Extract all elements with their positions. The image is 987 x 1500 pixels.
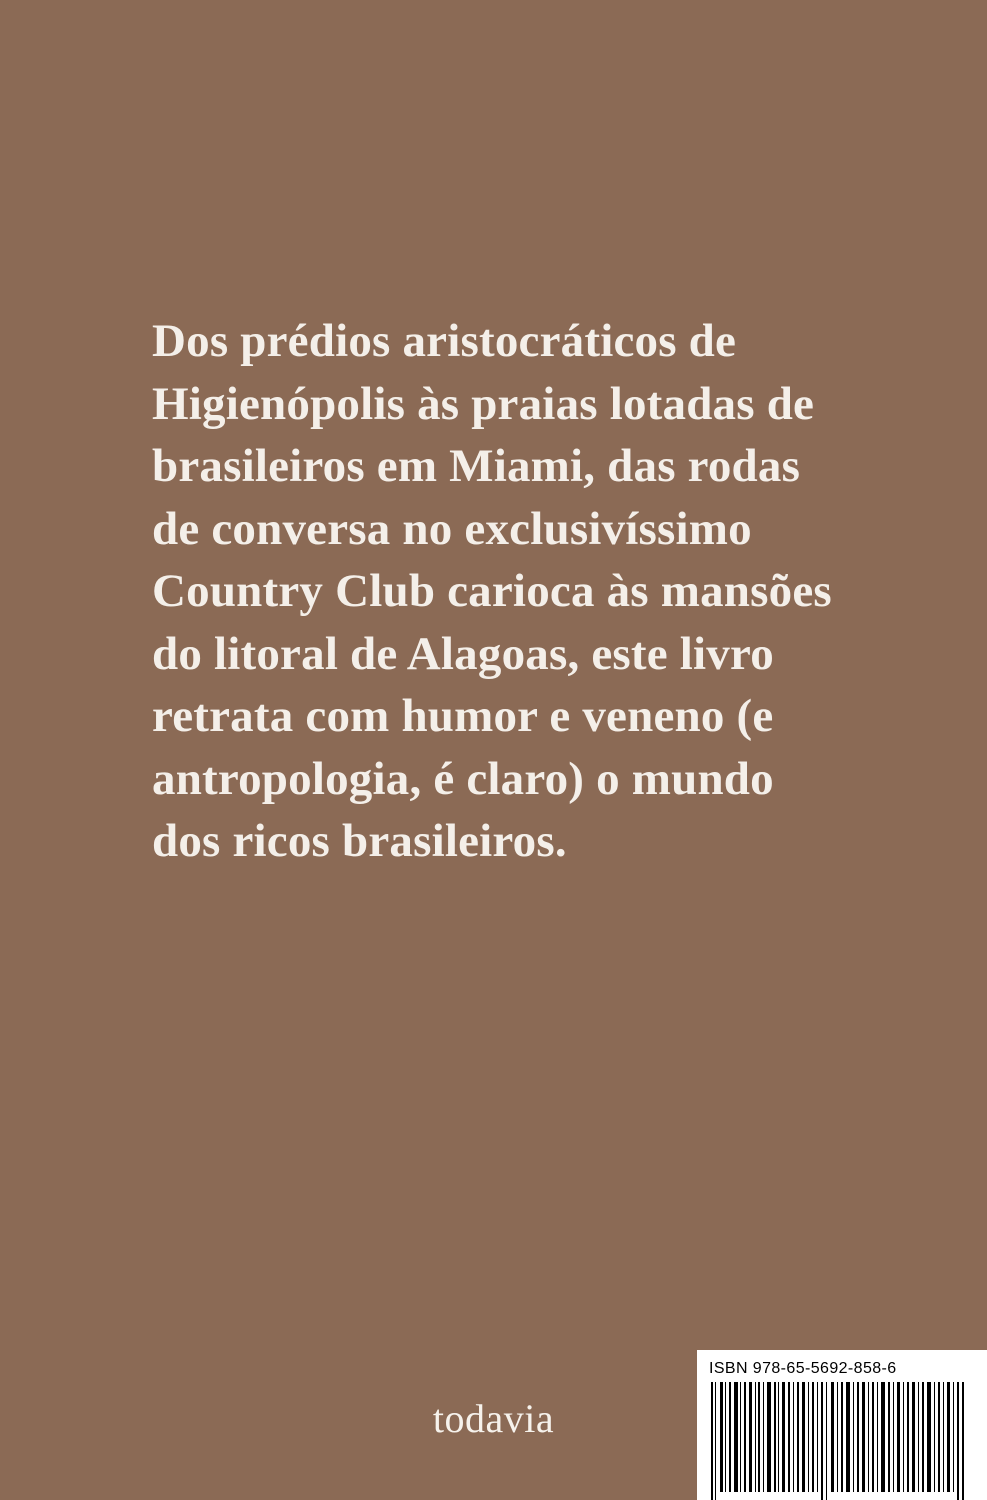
blurb-text: Dos prédios aristocráticos de Higienópolis às praias lotadas de brasileiros em Miami, das rodas de conversa no exclusivíssimo Country Club carioca às mansões do litoral de Alagoas, este livro retrata com humor e veneno (e antropologia, é claro) o mundo dos ricos brasileiros. [152, 315, 832, 867]
barcode-icon [709, 1382, 975, 1500]
isbn-barcode-block [697, 1350, 987, 1500]
publisher-logo-text: todavia [432, 1396, 555, 1441]
isbn-label: ISBN 978-65-5692-858-6 [709, 1360, 897, 1377]
